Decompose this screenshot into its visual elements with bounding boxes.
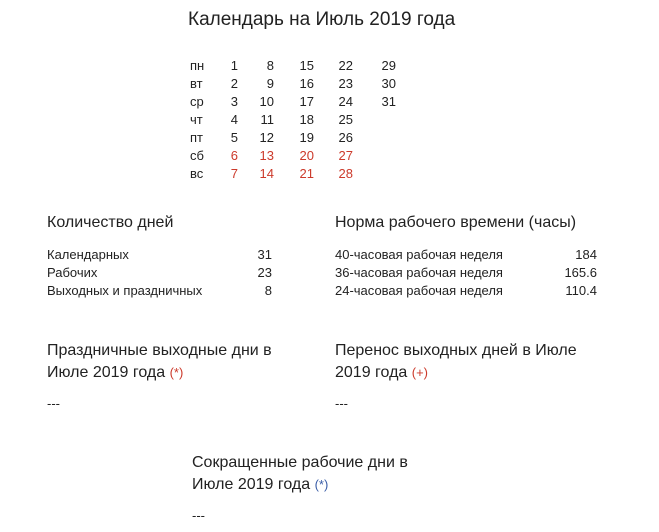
calendar-day: 11 (260, 112, 274, 127)
table-row (47, 264, 272, 282)
holidays-marker: (*) (169, 365, 184, 380)
row-value: 23 (257, 265, 272, 280)
row-label: Выходных и праздничных (47, 283, 203, 298)
calendar-day: 5 (230, 130, 238, 145)
table-row (335, 246, 597, 264)
calendar-day: 25 (338, 112, 353, 127)
holidays-heading (47, 340, 272, 384)
calendar-day: 8 (266, 58, 274, 73)
calendar-day: 27 (338, 148, 353, 163)
shortened-heading (192, 452, 408, 496)
shortened-heading-line2: Июле 2019 года (192, 476, 311, 493)
calendar-day: 31 (381, 94, 396, 109)
row-label: 36-часовая рабочая неделя (335, 265, 503, 280)
row-value: 8 (264, 283, 272, 298)
table-row (47, 282, 272, 300)
calendar-day: 21 (299, 166, 314, 181)
transfers-heading (335, 340, 577, 384)
calendar-day: 29 (381, 58, 396, 73)
table-row (335, 264, 597, 282)
calendar-day: 4 (230, 112, 238, 127)
holidays-heading-line2: Июле 2019 года (47, 364, 166, 381)
holidays-value: --- (47, 396, 60, 411)
calendar-day: 6 (230, 148, 238, 163)
shortened-marker: (*) (314, 477, 329, 492)
row-label: 40-часовая рабочая неделя (335, 247, 503, 262)
holidays-heading-line1: Праздничные выходные дни в (47, 342, 272, 359)
calendar-day: 20 (299, 148, 314, 163)
transfers-heading-line2: 2019 года (335, 364, 408, 381)
calendar-day: 3 (230, 94, 238, 109)
shortened-heading-line1: Сокращенные рабочие дни в (192, 454, 408, 471)
table-row (335, 282, 597, 300)
weekday-label: вт (190, 76, 203, 91)
calendar-day: 24 (338, 94, 353, 109)
calendar-day: 28 (338, 166, 353, 181)
work-norm-heading: Норма рабочего времени (часы) (335, 214, 577, 231)
calendar-day: 23 (338, 76, 353, 91)
calendar-day: 1 (230, 58, 238, 73)
calendar-day: 10 (259, 94, 274, 109)
calendar-day: 7 (230, 166, 238, 181)
days-count-heading: Количество дней (47, 214, 174, 231)
weekday-label: ср (190, 94, 204, 109)
calendar-day: 9 (266, 76, 274, 91)
row-label: 24-часовая рабочая неделя (335, 283, 503, 298)
days-count-table (47, 246, 272, 302)
calendar-day: 15 (299, 58, 314, 73)
row-label: Календарных (47, 247, 129, 262)
calendar-day: 22 (338, 58, 353, 73)
calendar-day: 16 (299, 76, 314, 91)
calendar-day: 2 (230, 76, 238, 91)
page-title: Календарь на Июль 2019 года (188, 9, 456, 30)
transfers-value: --- (335, 396, 348, 411)
weekday-label: пн (190, 58, 205, 73)
calendar-day: 18 (299, 112, 314, 127)
weekday-label: вс (190, 166, 204, 181)
shortened-value: --- (192, 508, 205, 523)
calendar-day: 14 (259, 166, 274, 181)
transfers-heading-line1: Перенос выходных дней в Июле (335, 342, 577, 359)
calendar-day: 13 (259, 148, 274, 163)
weekday-label: сб (190, 148, 204, 163)
weekday-label: пт (190, 130, 203, 145)
calendar-day: 12 (259, 130, 274, 145)
weekday-label: чт (190, 112, 203, 127)
row-label: Рабочих (47, 265, 98, 280)
row-value: 110.4 (565, 283, 597, 298)
calendar-day: 19 (299, 130, 314, 145)
row-value: 184 (575, 247, 597, 262)
calendar-day: 26 (338, 130, 353, 145)
work-norm-table (335, 246, 597, 302)
calendar-day: 30 (381, 76, 396, 91)
transfers-marker: (+) (411, 365, 429, 380)
row-value: 31 (257, 247, 272, 262)
row-value: 165.6 (564, 265, 597, 280)
calendar-day: 17 (299, 94, 314, 109)
table-row (47, 246, 272, 264)
